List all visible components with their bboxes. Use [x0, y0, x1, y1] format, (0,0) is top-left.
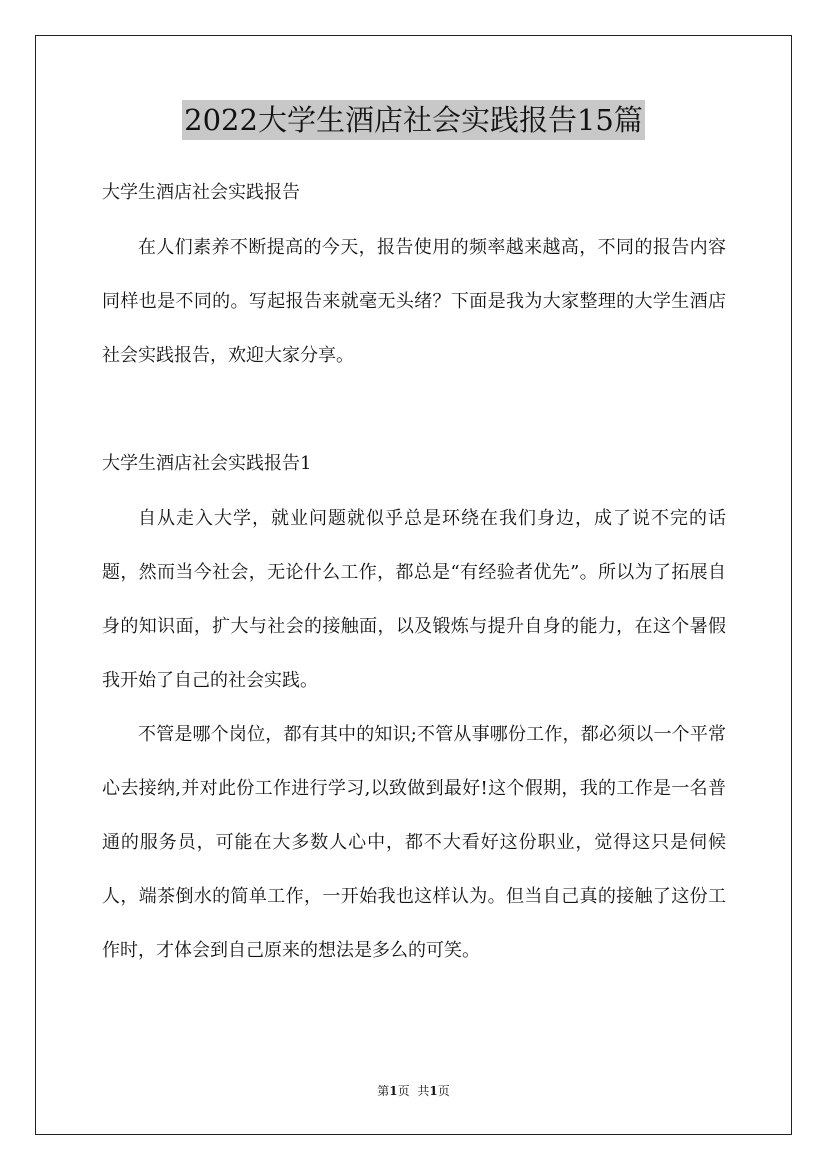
page-footer — [0, 1082, 827, 1099]
total-prefix: 共 — [417, 1084, 430, 1098]
intro-section — [102, 166, 726, 383]
page-suffix: 页 — [397, 1084, 410, 1098]
section-1 — [102, 437, 726, 978]
section-1-paragraph-2: 不管是哪个岗位，都有其中的知识;不管从事哪份工作，都必须以一个平常心去接纳,并对此份工作进行学习,以致做到最好!这个假期，我的工作是一名普通的服务员，可能在大多数人心中，都不大看好这份职业，觉得这只是伺候人，端茶倒水的简单工作，一开始我也这样认为。但当自己真的接触了这份工作时，才体会到自己原来的想法是多么的可笑。 — [102, 724, 726, 961]
intro-heading: 大学生酒店社会实践报告 — [102, 182, 300, 203]
title-container — [0, 100, 827, 140]
total-number: 1 — [429, 1084, 438, 1098]
section-1-paragraph-1: 自从走入大学，就业问题就似乎总是环绕在我们身边，成了说不完的话题，然而当今社会，无论什么工作，都总是“有经验者优先”。所以为了拓展自身的知识面，扩大与社会的接触面，以及锻炼与提升自身的能力，在这个暑假我开始了自己的社会实践。 — [102, 508, 726, 691]
intro-paragraph: 在人们素养不断提高的今天，报告使用的频率越来越高，不同的报告内容同样也是不同的。写起报告来就毫无头绪？下面是我为大家整理的大学生酒店社会实践报告，欢迎大家分享。 — [102, 237, 726, 366]
total-suffix: 页 — [437, 1084, 450, 1098]
page-number: 1 — [389, 1084, 398, 1098]
document-title: 2022大学生酒店社会实践报告15篇 — [182, 100, 645, 140]
page-prefix: 第 — [377, 1084, 390, 1098]
section-1-heading: 大学生酒店社会实践报告1 — [102, 453, 312, 474]
